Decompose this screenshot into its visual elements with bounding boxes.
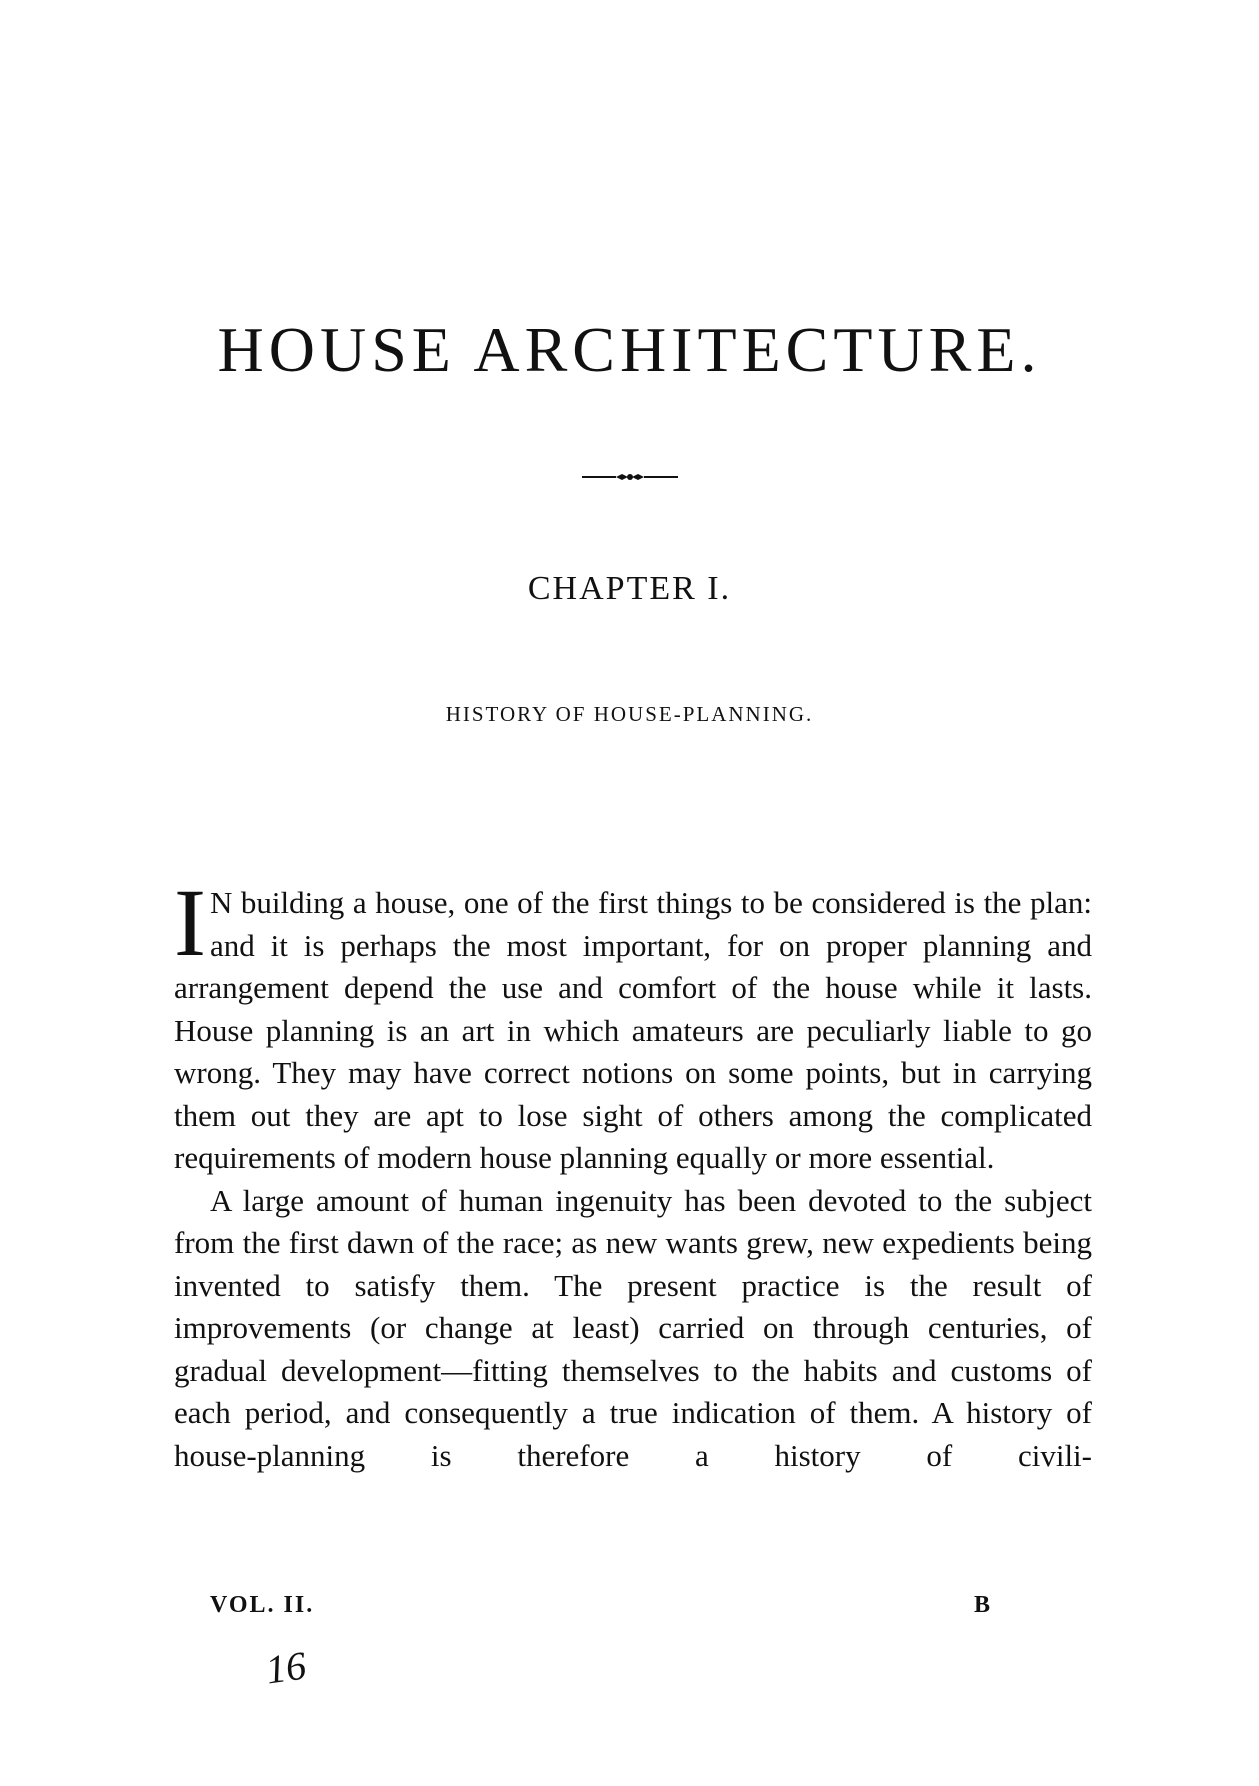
paragraph-1-text: N building a house, one of the first things to be considered is the plan: and it is perhaps the most important, for on proper planning and arrangement depend the use and comfort of the house while it lasts. House planning is an art in which amateurs are peculiarly liable to go wrong. They may have correct notions on some points, but in carrying them out they are apt to lose sight of others among the complicated requirements of modern house planning equally or more essential.	[174, 885, 1092, 1175]
paragraph-1	[174, 869, 1092, 1180]
ornamental-rule	[582, 470, 678, 484]
signature-mark: B	[973, 1592, 992, 1618]
handwritten-note: 16	[262, 1642, 309, 1693]
chapter-subtitle: HISTORY OF HOUSE-PLANNING.	[445, 702, 814, 726]
paragraph-2: A large amount of human ingenuity has been devoted to the subject from the first dawn of the race; as new wants grew, new expedients being invented to satisfy them. The present practice is the result of improvements (or change at least) carried on through centuries, of gradual development—fitting themselves to the habits and customs of each period, and consequently a true indication of them. A history of house-planning is therefore a history of civili-	[174, 1182, 1092, 1473]
body-text	[174, 869, 1092, 1477]
drop-cap: I	[174, 869, 206, 976]
chapter-heading: CHAPTER I.	[527, 570, 732, 607]
volume-label: VOL. II.	[210, 1592, 315, 1618]
book-title: HOUSE ARCHITECTURE.	[217, 314, 1042, 385]
